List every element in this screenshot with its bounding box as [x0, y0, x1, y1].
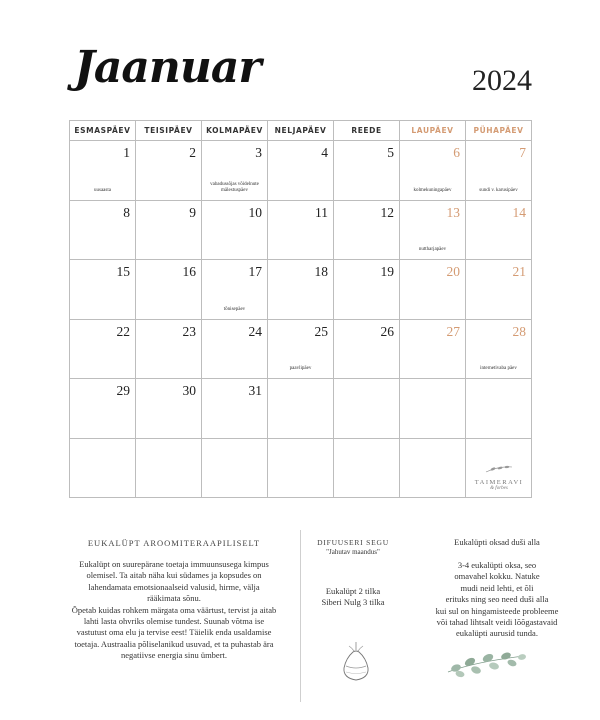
- diffuser-line: Eukalüpt 2 tilka: [325, 586, 381, 596]
- diffuser-line: Siberi Nulg 3 tilka: [321, 597, 385, 607]
- day-number: 7: [519, 145, 526, 160]
- empty-day-cell: [400, 438, 466, 498]
- empty-day-cell: [202, 438, 268, 498]
- empty-day-cell: [268, 438, 334, 498]
- day-number: 21: [512, 264, 526, 279]
- diffuser-recipe: [306, 586, 400, 608]
- aroma-line: Eukalüpt on suurepärane toetaja immuunsusega kimpus: [79, 559, 269, 569]
- day-cell: [136, 200, 202, 260]
- aroma-line: negatiivse energia sinu ümbert.: [120, 650, 228, 661]
- shower-line: omavahel kokku. Natuke: [454, 571, 540, 582]
- day-number: 11: [315, 204, 328, 220]
- column-divider: [300, 530, 301, 702]
- calendar-grid: [69, 120, 532, 498]
- holiday-note: nuttharjapäev: [418, 247, 447, 252]
- year-label: 2024: [472, 64, 532, 97]
- aroma-line: rääkimata sõnu.: [147, 593, 201, 604]
- aroma-title: EUKALÜPT AROOMITERAAPILISELT: [87, 538, 261, 548]
- weekday-header-saturday: LAUPÄEV: [400, 121, 466, 141]
- aroma-line: lahti lasta ohvriks olemise tundest. Suunab võtma ise: [83, 616, 265, 627]
- shower-line: eukalüpti aurusid tunda.: [456, 628, 538, 639]
- day-number: 24: [248, 323, 262, 339]
- day-cell: [136, 319, 202, 379]
- aroma-line: vastutust oma elu ja tervise eest! Täielik enda usaldamise: [76, 627, 272, 638]
- day-number: 18: [314, 264, 328, 279]
- empty-day-cell: [400, 379, 466, 439]
- day-number: 3: [255, 145, 262, 160]
- day-number: 31: [248, 383, 262, 398]
- day-number: 19: [380, 264, 394, 279]
- day-cell: [466, 319, 532, 379]
- day-cell: [70, 260, 136, 320]
- day-cell: [70, 379, 136, 439]
- day-number: 8: [123, 204, 130, 220]
- weekday-header: ESMASPÄEV: [70, 121, 136, 141]
- day-cell: [202, 200, 268, 260]
- day-cell: [400, 200, 466, 260]
- day-cell: [268, 260, 334, 320]
- day-cell: [136, 141, 202, 201]
- eucalyptus-branch-icon: [444, 650, 528, 678]
- aroma-line: Õpetab kuidas rohkem märgata oma väärtust, tervist ja aitab: [71, 604, 277, 615]
- aroma-body: [54, 559, 294, 662]
- brand-logo: [471, 461, 527, 491]
- week-row: [70, 260, 532, 320]
- day-cell: [136, 379, 202, 439]
- diffuser-icon: [338, 640, 374, 684]
- weekday-header: KOLMAPÄEV: [202, 121, 268, 141]
- day-cell: [334, 200, 400, 260]
- day-cell: [466, 141, 532, 201]
- aroma-line: olemisel. Ta aitab näha kui südames ja kopsudes on: [86, 570, 262, 581]
- day-cell: [334, 319, 400, 379]
- day-cell: [70, 200, 136, 260]
- day-cell: [334, 260, 400, 320]
- holiday-note: sundi v. karusipäev: [479, 187, 518, 193]
- diffuser-subtitle: "Jahutav maandus": [326, 548, 380, 556]
- day-cell: [400, 319, 466, 379]
- weekday-header: TEISIPÄEV: [136, 121, 202, 141]
- empty-day-cell: [334, 438, 400, 498]
- shower-line: kui sul on hingamisteede probleeme: [435, 605, 559, 616]
- day-number: 29: [116, 383, 130, 398]
- holiday-note: internetivaba päev: [480, 366, 517, 371]
- shower-title: Eukalüpti oksad duši alla: [454, 537, 540, 547]
- day-number: 16: [182, 264, 196, 279]
- brand-subtitle: & forbes: [490, 486, 508, 491]
- week-row: [70, 319, 532, 379]
- shower-line: 3-4 eukalüpti oksa, seo: [457, 560, 537, 570]
- day-number: 26: [380, 323, 394, 339]
- day-number: 28: [512, 323, 526, 339]
- day-cell: [268, 141, 334, 201]
- weekday-header: REEDE: [334, 121, 400, 141]
- empty-day-cell: [466, 438, 532, 498]
- holiday-note: vabadussõjas võidelnute mälestuspäev: [210, 181, 259, 193]
- day-number: 6: [453, 145, 460, 160]
- holiday-note: tõnisepäev: [223, 306, 246, 312]
- shower-body: [404, 560, 590, 640]
- aroma-line: lahendamata emotsionaalseid valusid, hirme, välja: [88, 581, 260, 592]
- day-cell: [70, 141, 136, 201]
- week-row: [70, 200, 532, 260]
- day-cell: [202, 319, 268, 379]
- day-cell: [70, 319, 136, 379]
- day-number: 22: [116, 323, 130, 339]
- day-number: 23: [182, 323, 196, 339]
- day-cell: [466, 200, 532, 260]
- day-number: 20: [446, 264, 460, 279]
- day-number: 4: [321, 145, 328, 160]
- day-number: 2: [189, 145, 196, 160]
- day-cell: [466, 260, 532, 320]
- shower-line: mudi neid lehti, et õli: [460, 582, 534, 593]
- day-number: 5: [387, 145, 394, 160]
- day-number: 15: [116, 264, 130, 279]
- day-cell: [202, 141, 268, 201]
- empty-day-cell: [334, 379, 400, 439]
- weekday-header: NELJAPÄEV: [268, 121, 334, 141]
- holiday-note: paavlipäev: [289, 366, 312, 371]
- day-cell: [202, 260, 268, 320]
- day-cell: [400, 141, 466, 201]
- day-number: 12: [380, 204, 394, 220]
- weekday-header-sunday: PÜHAPÄEV: [466, 121, 532, 141]
- day-cell: [136, 260, 202, 320]
- day-number: 9: [189, 204, 196, 220]
- brand-name: TAIMERAVI: [474, 479, 524, 486]
- holiday-note: kolmekuningapäev: [413, 187, 452, 193]
- empty-day-cell: [70, 438, 136, 498]
- day-number: 25: [314, 323, 328, 339]
- day-cell: [268, 200, 334, 260]
- day-cell: [202, 379, 268, 439]
- diffuser-title: DIFUUSERI SEGU: [317, 538, 389, 547]
- holiday-note: uusaasta: [94, 187, 111, 193]
- shower-line: erituks ning seo need duši alla: [445, 594, 549, 605]
- empty-day-cell: [268, 379, 334, 439]
- week-row: [70, 379, 532, 439]
- aroma-line: toetaja. Austraalia põliselanikud usuvad, et ta puhastab ära: [74, 638, 274, 649]
- day-number: 10: [248, 204, 262, 220]
- day-number: 13: [446, 204, 460, 220]
- day-cell: [334, 141, 400, 201]
- week-row: [70, 141, 532, 201]
- empty-day-cell: [466, 379, 532, 439]
- empty-day-cell: [136, 438, 202, 498]
- day-number: 27: [446, 323, 460, 339]
- week-row: [70, 438, 532, 498]
- day-number: 1: [123, 145, 130, 160]
- leaf-sprig-icon: [484, 464, 514, 474]
- day-cell: [268, 319, 334, 379]
- day-number: 30: [182, 383, 196, 398]
- day-number: 14: [512, 204, 526, 220]
- month-title: Jaanuar: [74, 42, 261, 93]
- day-number: 17: [248, 264, 262, 279]
- shower-line: või tahad lihtsalt veidi lõõgastavaid: [436, 617, 558, 628]
- day-cell: [400, 260, 466, 320]
- weekday-header-row: [70, 121, 532, 141]
